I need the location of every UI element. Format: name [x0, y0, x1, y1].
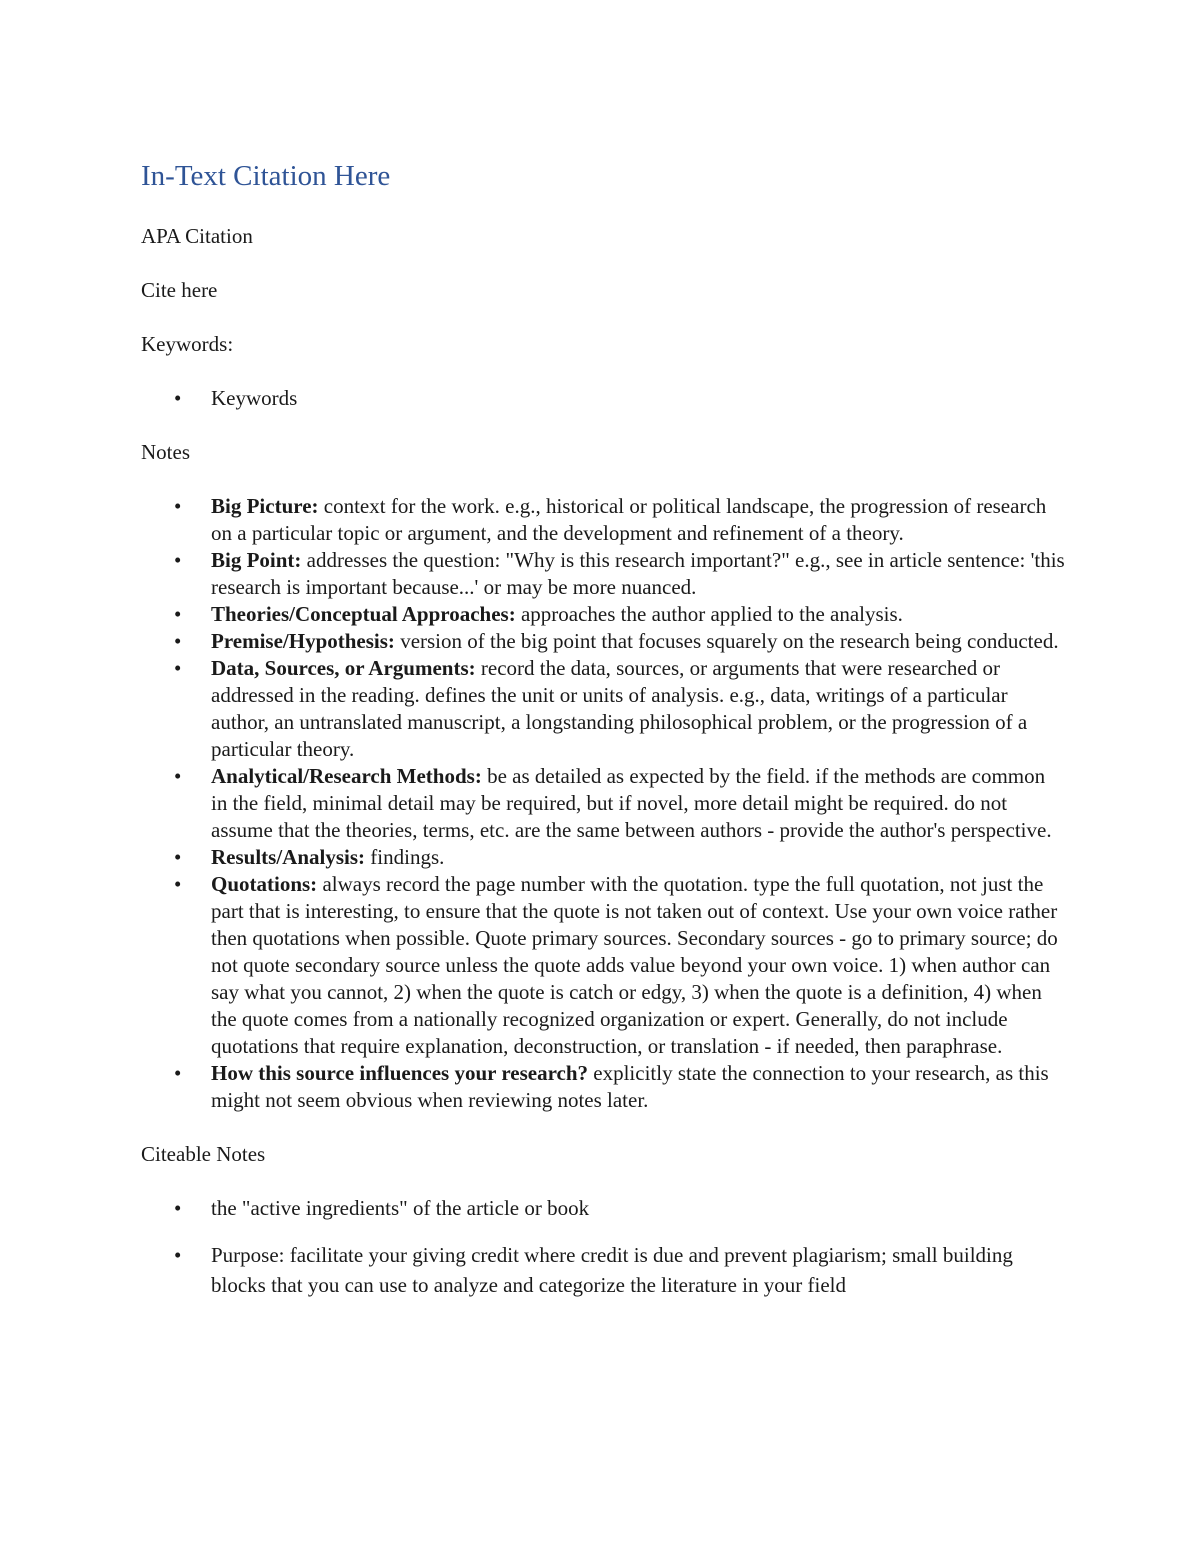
citeable-notes-list: [141, 1195, 1066, 1300]
keywords-label: Keywords:: [141, 332, 234, 356]
note-text: always record the page number with the quotation. type the full quotation, not just the part that is interesting, to ensure that the quote is not taken out of context. Use your own voice rather then quotations when possible. Quote primary sources. Secondary sources - go to primary source; do not quote secondary source unless the quote adds value beyond your own voice. 1) when author can say what you cannot, 2) when the quote is catch or edgy, 3) when the quote is a definition, 4) when the quote comes from a nationally recognized organization or expert. Generally, do not include quotations that require explanation, deconstruction, or translation - if needed, then paraphrase.: [211, 872, 1058, 1058]
bullet-icon: •: [174, 386, 182, 410]
list-item: [141, 628, 1066, 655]
note-term: Data, Sources, or Arguments:: [211, 656, 476, 680]
list-item: [141, 1240, 1066, 1300]
bullet-icon: •: [174, 629, 182, 653]
bullet-icon: •: [174, 872, 182, 896]
note-text: context for the work. e.g., historical or political landscape, the progression of research on a particular topic or argument, and the development and refinement of a theory.: [211, 494, 1047, 545]
bullet-icon: •: [174, 845, 182, 869]
list-item: [141, 385, 1066, 412]
list-item: [141, 601, 1066, 628]
note-term: Theories/Conceptual Approaches:: [211, 602, 516, 626]
list-item: [141, 1060, 1066, 1114]
note-text: approaches the author applied to the analysis.: [515, 602, 903, 626]
note-term: Analytical/Research Methods:: [211, 764, 482, 788]
bullet-icon: •: [174, 764, 182, 788]
note-text: explicitly state the connection to your research, as this might not seem obvious when reviewing notes later.: [211, 1061, 1049, 1112]
note-term: How this source influences your research?: [211, 1061, 589, 1085]
bullet-icon: •: [174, 1243, 182, 1267]
bullet-icon: •: [174, 656, 182, 680]
note-text: be as detailed as expected by the field. if the methods are common in the field, minimal detail may be required, but if novel, more detail might be required. do not assume that the theories, terms, etc. are the same between authors - provide the author's perspective.: [211, 764, 1052, 842]
list-item: [141, 871, 1066, 1060]
keyword-text: Keywords: [211, 386, 298, 410]
note-term: Quotations:: [211, 872, 318, 896]
bullet-icon: •: [174, 494, 182, 518]
note-term: Premise/Hypothesis:: [211, 629, 395, 653]
notes-label: Notes: [141, 440, 190, 464]
list-item: [141, 655, 1066, 763]
citeable-note-text: Purpose: facilitate your giving credit where credit is due and prevent plagiarism; small building blocks that you can use to analyze and categorize the literature in your field: [211, 1243, 1013, 1297]
keywords-list: [141, 385, 1066, 412]
note-text: findings.: [365, 845, 445, 869]
note-text: addresses the question: "Why is this research important?" e.g., see in article sentence: 'this research is important because...' or may be more nuanced.: [211, 548, 1065, 599]
cite-here-placeholder: Cite here: [141, 278, 218, 302]
note-text: record the data, sources, or arguments that were researched or addressed in the reading. defines the unit or units of analysis. e.g., data, writings of a particular author, an untranslated manuscript, a longstanding philosophical problem, or the progression of a particular theory.: [211, 656, 1028, 761]
citeable-note-text: the "active ingredients" of the article or book: [211, 1196, 590, 1220]
bullet-icon: •: [174, 602, 182, 626]
bullet-icon: •: [174, 548, 182, 572]
note-text: version of the big point that focuses squarely on the research being conducted.: [394, 629, 1059, 653]
list-item: [141, 763, 1066, 844]
apa-citation-label: APA Citation: [141, 224, 253, 248]
list-item: [141, 1195, 1066, 1222]
note-term: Results/Analysis:: [211, 845, 366, 869]
document-page: [141, 158, 1066, 1327]
list-item: [141, 493, 1066, 547]
list-item: [141, 844, 1066, 871]
bullet-icon: •: [174, 1196, 182, 1220]
bullet-icon: •: [174, 1061, 182, 1085]
list-item: [141, 547, 1066, 601]
notes-list: [141, 493, 1066, 1114]
note-term: Big Point:: [211, 548, 302, 572]
citeable-notes-label: Citeable Notes: [141, 1142, 266, 1166]
note-term: Big Picture:: [211, 494, 319, 518]
page-title: In-Text Citation Here: [141, 160, 391, 192]
